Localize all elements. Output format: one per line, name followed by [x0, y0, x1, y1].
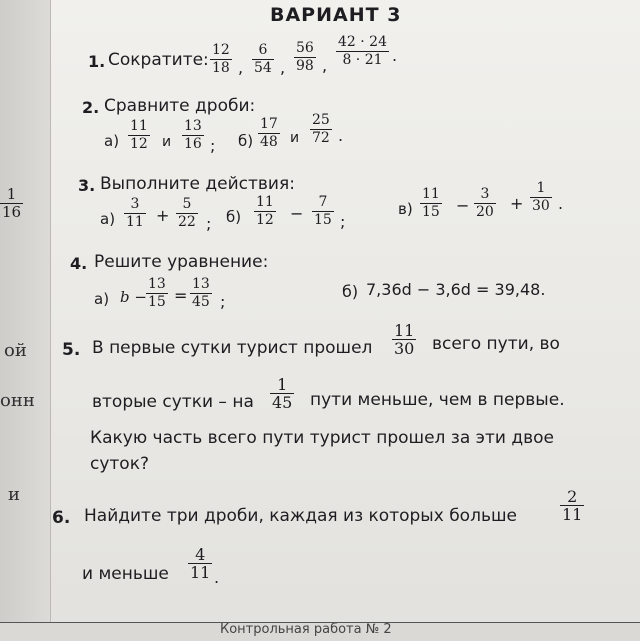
- task3-c-fraction-3: [530, 180, 552, 215]
- task6-fraction-1: [560, 488, 584, 523]
- task2-a-fraction-1: [128, 118, 150, 153]
- plus-sign: +: [156, 206, 170, 225]
- fraction-denominator: 15: [314, 212, 332, 228]
- plus-sign: +: [510, 194, 524, 213]
- task2-number: 2.: [82, 98, 100, 117]
- task1-number: 1.: [88, 52, 106, 71]
- next-section-title: Контрольная работа № 2: [220, 622, 392, 637]
- fraction-denominator: 11: [562, 505, 583, 524]
- task5-line2-start: вторые сутки – на: [92, 392, 254, 412]
- semicolon: ;: [206, 214, 212, 233]
- task4-b-label: б): [342, 282, 359, 301]
- task3-b-fraction-2: [312, 194, 334, 229]
- task2-b-label: б): [238, 132, 254, 150]
- task3-c-label: в): [398, 200, 413, 218]
- task4-a-variable: b −: [120, 288, 147, 306]
- task2-a-fraction-2: [182, 118, 204, 153]
- task2-b-fraction-2: [310, 112, 332, 147]
- fraction-denominator: 54: [254, 60, 272, 76]
- task3-a-fraction-1: [124, 196, 146, 231]
- task5-number: 5.: [62, 340, 81, 360]
- fraction-denominator: 98: [296, 58, 314, 74]
- margin-word-3: и: [8, 484, 20, 505]
- fraction-denominator: 11: [126, 214, 144, 230]
- dot: .: [392, 46, 398, 65]
- fraction-numerator: 11: [394, 321, 415, 340]
- fraction-denominator: 22: [178, 214, 196, 230]
- task3-text: Выполните действия:: [100, 174, 295, 194]
- fraction-denominator: 30: [532, 198, 550, 214]
- adjacent-page-edge: [0, 0, 51, 640]
- task1-fraction-4: [336, 34, 389, 69]
- fraction-numerator: 25: [312, 112, 330, 128]
- task5-line2-end: пути меньше, чем в первые.: [310, 390, 565, 410]
- fraction-numerator: 56: [296, 40, 314, 56]
- task5-line4: суток?: [90, 454, 150, 474]
- next-section-header: [0, 622, 640, 641]
- task4-number: 4.: [70, 254, 88, 273]
- dot: .: [338, 126, 344, 145]
- comma: ,: [280, 58, 286, 77]
- fraction-denominator: 16: [184, 136, 202, 152]
- task3-a-fraction-2: [176, 196, 198, 231]
- fraction-numerator: 3: [474, 186, 496, 204]
- task2-a-label: а): [104, 132, 120, 150]
- fraction-numerator: 3: [124, 196, 146, 214]
- fraction-denominator: 45: [272, 393, 293, 412]
- task6-line2: и меньше: [82, 564, 169, 584]
- task5-line1-end: всего пути, во: [432, 334, 560, 354]
- fraction-denominator: 48: [260, 134, 278, 150]
- fraction-denominator: 30: [394, 339, 415, 358]
- margin-word-2: онн: [0, 390, 35, 411]
- task6-number: 6.: [52, 508, 71, 528]
- task1-fraction-3: [294, 40, 316, 75]
- fraction-numerator: 42 · 24: [338, 34, 387, 50]
- task5-fraction-2: [270, 376, 294, 411]
- task5-line3: Какую часть всего пути турист прошел за эти двое: [90, 428, 554, 448]
- fraction-numerator: 11: [256, 194, 274, 210]
- fraction-numerator: 1: [530, 180, 552, 198]
- fraction-numerator: 13: [192, 276, 210, 292]
- fraction-numerator: 4: [188, 546, 212, 564]
- variant-title: ВАРИАНТ 3: [270, 4, 402, 26]
- dot: .: [558, 194, 564, 213]
- task3-c-fraction-1: [420, 186, 442, 221]
- fraction-denominator: 15: [148, 294, 166, 310]
- equals-sign: =: [174, 286, 188, 305]
- fraction-numerator: 13: [184, 118, 202, 134]
- fraction-numerator: 5: [176, 196, 198, 214]
- task1-fraction-2: [252, 42, 274, 77]
- margin-fraction-den: 16: [2, 203, 22, 221]
- comma: ,: [238, 58, 244, 77]
- semicolon: ;: [220, 292, 226, 311]
- semicolon: ;: [210, 136, 216, 155]
- fraction-denominator: 11: [190, 563, 211, 582]
- fraction-denominator: 72: [312, 130, 330, 146]
- minus-sign: −: [290, 204, 304, 223]
- fraction-numerator: 11: [130, 118, 148, 134]
- fraction-denominator: 18: [212, 60, 230, 76]
- comma: ,: [322, 56, 328, 75]
- fraction-numerator: 13: [148, 276, 166, 292]
- and-word: и: [290, 130, 300, 146]
- task6-fraction-2: [188, 546, 212, 581]
- task2-b-fraction-1: [258, 116, 280, 151]
- semicolon: ;: [340, 212, 346, 231]
- task5-fraction-1: [392, 322, 416, 357]
- task3-b-fraction-1: [254, 194, 276, 229]
- task3-number: 3.: [78, 176, 96, 195]
- task4-a-fraction-1: [146, 276, 168, 311]
- margin-fraction: [0, 186, 23, 221]
- fraction-numerator: 17: [260, 116, 278, 132]
- task5-line1-start: В первые сутки турист прошел: [92, 338, 373, 358]
- fraction-denominator: 12: [130, 136, 148, 152]
- task3-a-label: а): [100, 210, 116, 228]
- fraction-denominator: 15: [422, 204, 440, 220]
- fraction-denominator: 8 · 21: [342, 52, 383, 68]
- fraction-numerator: 1: [270, 376, 294, 394]
- task3-c-fraction-2: [474, 186, 496, 221]
- fraction-denominator: 20: [476, 204, 494, 220]
- fraction-denominator: 45: [192, 294, 210, 310]
- task1-text: Сократите:: [108, 50, 209, 70]
- fraction-numerator: 2: [560, 488, 584, 506]
- task4-b-equation: 7,36d − 3,6d = 39,48.: [366, 280, 546, 299]
- fraction-numerator: 7: [312, 194, 334, 212]
- task3-b-label: б): [226, 208, 242, 226]
- dot: .: [214, 568, 220, 587]
- fraction-numerator: 11: [422, 186, 440, 202]
- task4-a-fraction-2: [190, 276, 212, 311]
- fraction-denominator: 12: [256, 212, 274, 228]
- task6-line1: Найдите три дроби, каждая из которых больше: [84, 506, 517, 526]
- fraction-numerator: 12: [212, 42, 230, 58]
- minus-sign: −: [456, 196, 470, 215]
- fraction-numerator: 6: [252, 42, 274, 60]
- margin-fraction-num: 1: [0, 186, 23, 204]
- task4-text: Решите уравнение:: [94, 252, 269, 272]
- task4-a-label: а): [94, 290, 110, 308]
- and-word: и: [162, 134, 172, 150]
- task2-text: Сравните дроби:: [104, 96, 256, 116]
- task1-fraction-1: [210, 42, 232, 77]
- margin-word-1: ой: [4, 340, 27, 361]
